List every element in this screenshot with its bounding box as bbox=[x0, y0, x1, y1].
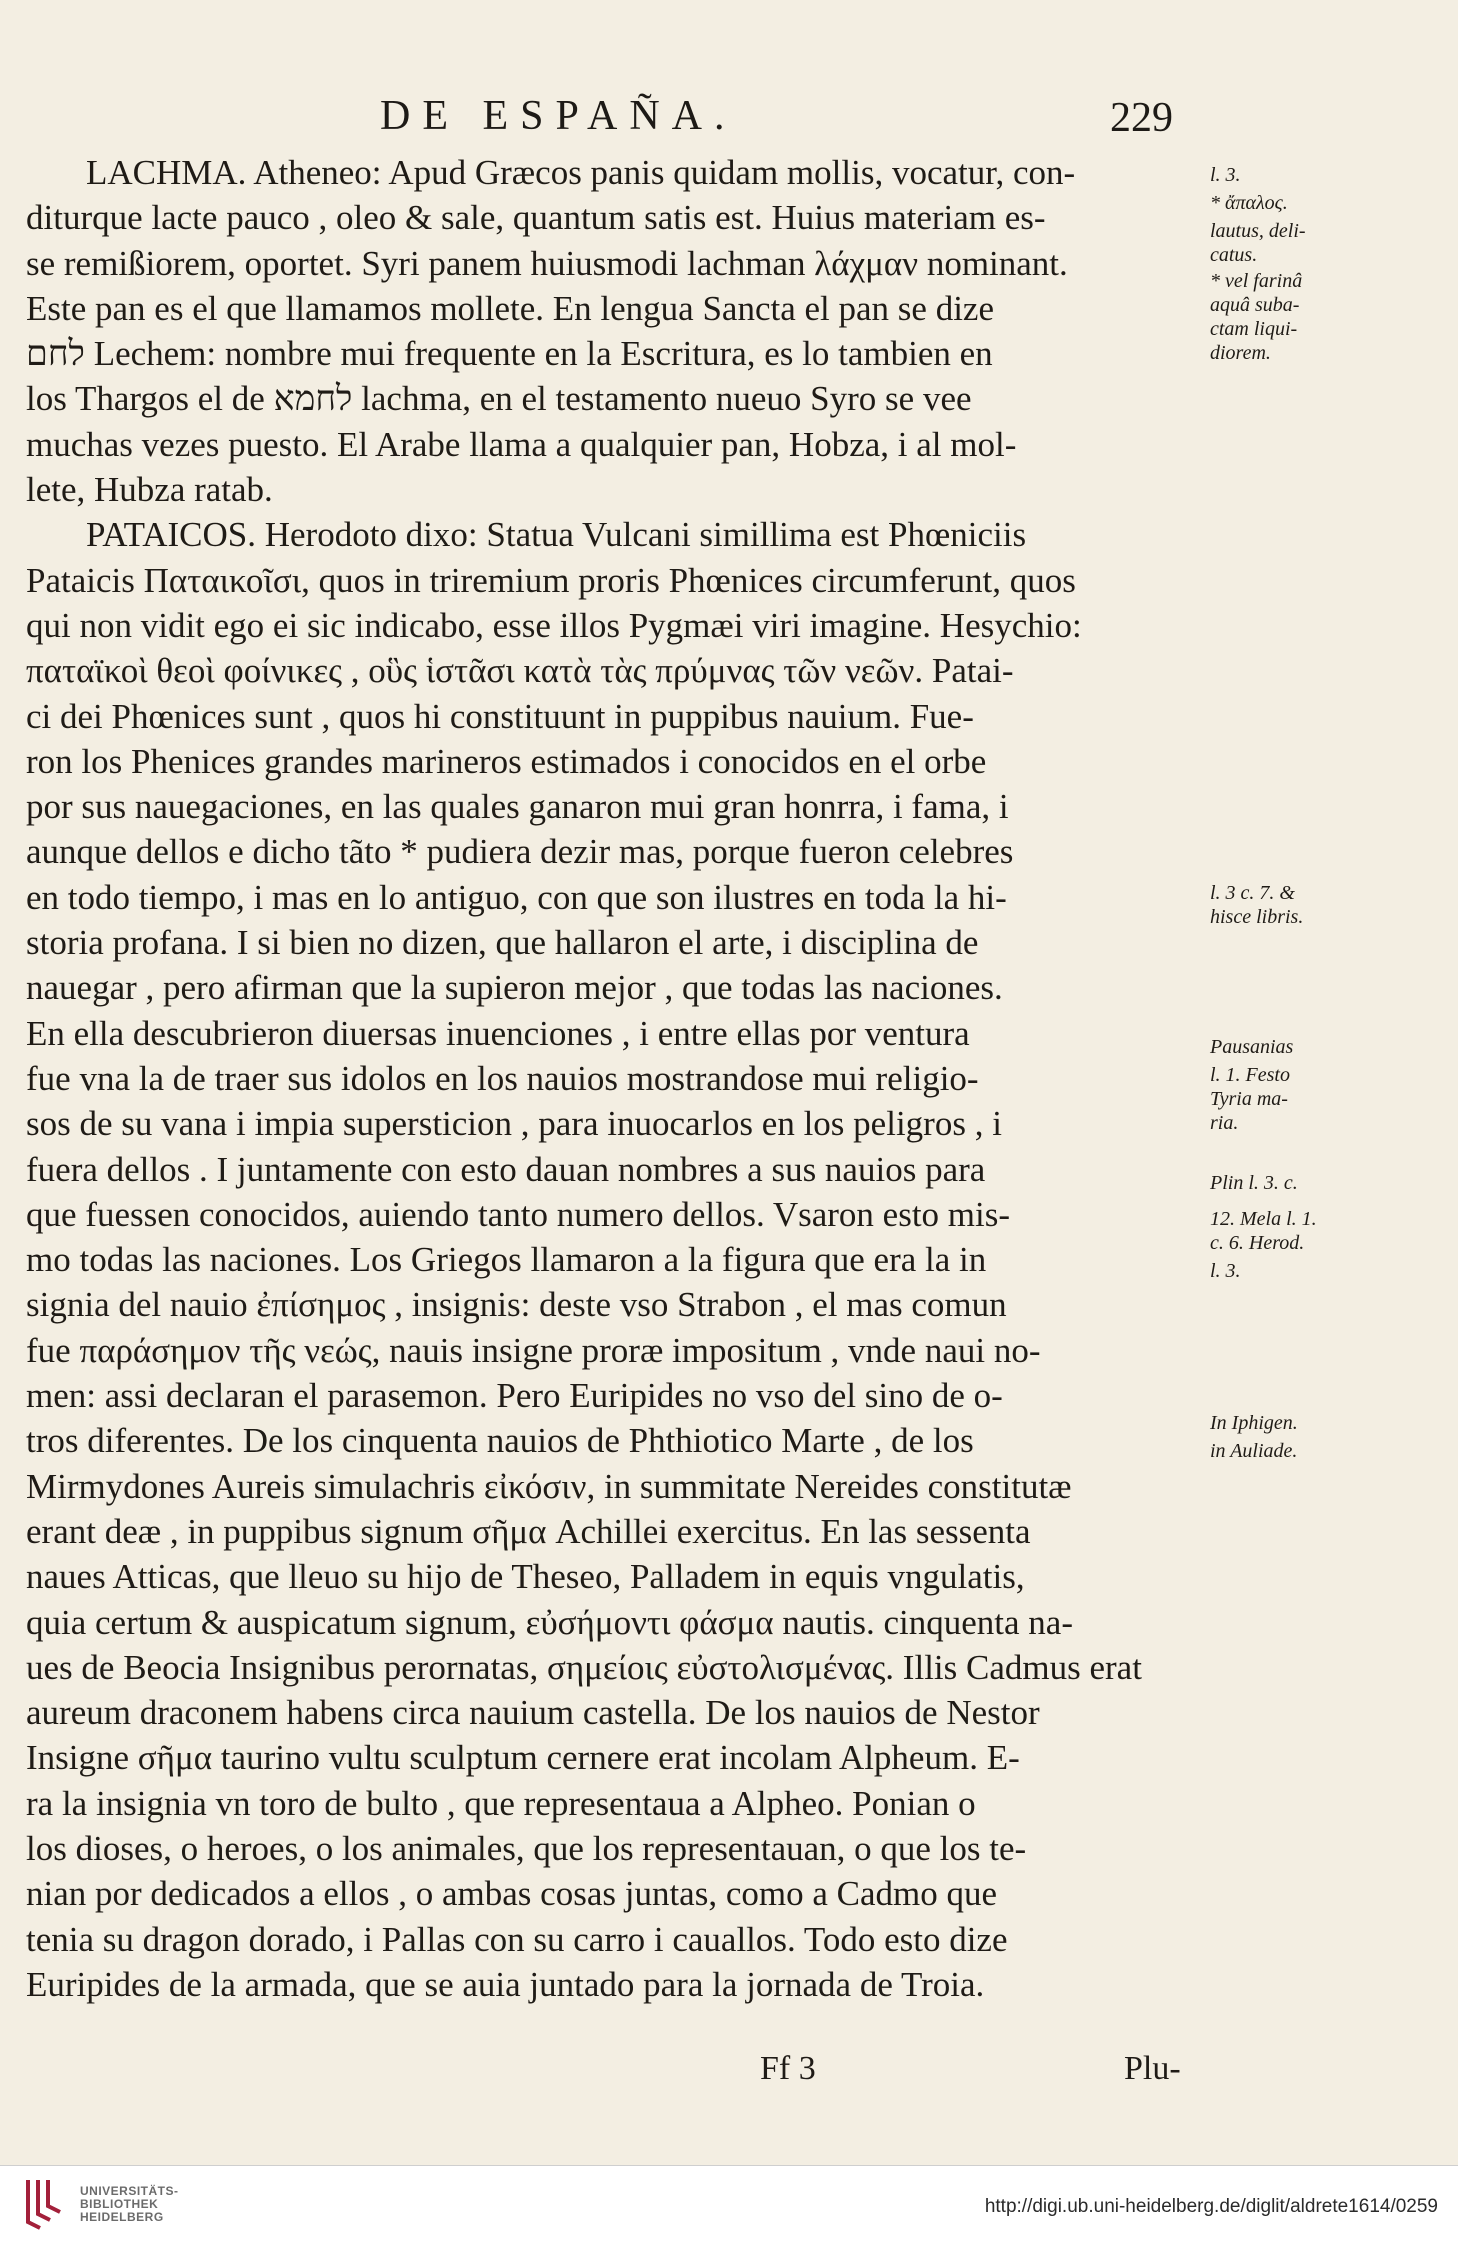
text-line: signia del nauio ἐπίσημος , insignis: deste vso Strabon , el mas comun bbox=[26, 1285, 1007, 1325]
text-line: Mirmydones Aureis simulachris εἰκόσιν, in summitate Nereides constitutæ bbox=[26, 1466, 1072, 1506]
text-line: que fuessen conocidos, auiendo tanto numero dellos. Vsaron esto mis- bbox=[26, 1194, 1011, 1234]
text-line: se remißiorem, oportet. Syri panem huiusmodi lachman λάχμαν nominant. bbox=[26, 243, 1068, 283]
text-line: mo todas las naciones. Los Griegos llamaron a la figura que era la in bbox=[26, 1240, 987, 1280]
margin-note: Plin l. 3. c. bbox=[1210, 1172, 1298, 1194]
text-line: muchas vezes puesto. El Arabe llama a qualquier pan, Hobza, i al mol- bbox=[26, 424, 1017, 464]
catchword: Plu- bbox=[1124, 2050, 1181, 2087]
text-line: LACHMA. Atheneo: Apud Græcos panis quidam mollis, vocatur, con- bbox=[86, 153, 1076, 192]
text-line: לחם Lechem: nombre mui frequente en la Escritura, es lo tambien en bbox=[26, 334, 993, 374]
margin-note: c. 6. Herod. bbox=[1210, 1232, 1305, 1254]
text-line: Euripides de la armada, que se auia juntado para la jornada de Troia. bbox=[26, 1964, 985, 2004]
margin-note: Tyria ma- bbox=[1210, 1088, 1288, 1110]
text-line: ci dei Phœnices sunt , quos hi constituunt in puppibus nauium. Fue- bbox=[26, 696, 974, 736]
text-line: fue παράσημον τῆς νεώς, nauis insigne proræ impositum , vnde naui no- bbox=[26, 1330, 1041, 1370]
text-line: Este pan es el que llamamos mollete. En lengua Sancta el pan se dize bbox=[26, 288, 995, 328]
viewer-footer bbox=[0, 2165, 1458, 2243]
text-line: naues Atticas, que lleuo su hijo de Theseo, Palladem in equis vngulatis, bbox=[26, 1557, 1025, 1597]
margin-note: l. 3. bbox=[1210, 1260, 1241, 1282]
text-line: ues de Beocia Insignibus perornatas, σημείοις εὐστολισμένας. Illis Cadmus erat bbox=[26, 1647, 1142, 1687]
text-line: los dioses, o heroes, o los animales, que los representauan, o que los te- bbox=[26, 1828, 1027, 1868]
margin-note: 12. Mela l. 1. bbox=[1210, 1208, 1317, 1230]
text-line: tenia su dragon dorado, i Pallas con su carro i cauallos. Todo esto dize bbox=[26, 1919, 1008, 1959]
text-line: qui non vidit ego ei sic indicabo, esse illos Pygmæi viri imagine. Hesychio: bbox=[26, 605, 1082, 645]
margin-note: lautus, deli- bbox=[1210, 220, 1306, 242]
text-line: ra la insignia vn toro de bulto , que representaua a Alpheo. Ponian o bbox=[26, 1783, 976, 1823]
library-logo[interactable] bbox=[24, 2178, 179, 2230]
text-line: Pataicis Παταικοῖσι, quos in triremium proris Phœnices circumferunt, quos bbox=[26, 560, 1076, 600]
library-logo-icon bbox=[24, 2178, 68, 2230]
text-line: nauegar , pero afirman que la supieron mejor , que todas las naciones. bbox=[26, 968, 1003, 1008]
library-name bbox=[80, 2185, 179, 2224]
margin-note: l. 3 c. 7. & bbox=[1210, 882, 1295, 904]
library-name-line: BIBLIOTHEK bbox=[80, 2196, 159, 2211]
text-line: ron los Phenices grandes marineros estimados i conocidos en el orbe bbox=[26, 741, 987, 781]
page-number: 229 bbox=[1110, 95, 1173, 141]
text-line: nian por dedicados a ellos , o ambas cosas juntas, como a Cadmo que bbox=[26, 1874, 998, 1914]
text-line: fuera dellos . I juntamente con esto dauan nombres a sus nauios para bbox=[26, 1149, 986, 1189]
margin-note: * ἄπαλος. bbox=[1210, 192, 1288, 214]
text-line: men: assi declaran el parasemon. Pero Euripides no vso del sino de o- bbox=[26, 1376, 1003, 1416]
text-line: PATAICOS. Herodoto dixo: Statua Vulcani simillima est Phœniciis bbox=[86, 515, 1027, 555]
source-url[interactable]: http://digi.ub.uni-heidelberg.de/diglit/aldrete1614/0259 bbox=[984, 2196, 1438, 2217]
margin-note: ctam liqui- bbox=[1210, 318, 1298, 340]
text-line: tros diferentes. De los cinquenta nauios de Phthiotico Marte , de los bbox=[26, 1421, 974, 1461]
text-line: los Thargos el de לחמא lachma, en el testamento nueuo Syro se vee bbox=[26, 379, 972, 419]
margin-note: * vel farinâ bbox=[1210, 270, 1303, 292]
text-line: aunque dellos e dicho tãto * pudiera dezir mas, porque fueron celebres bbox=[26, 832, 1014, 872]
margin-note: hisce libris. bbox=[1210, 906, 1304, 928]
signature-mark: Ff 3 bbox=[760, 2050, 816, 2087]
text-line: sos de su vana i impia supersticion , para inuocarlos en los peligros , i bbox=[26, 1104, 1002, 1144]
margin-note: l. 3. bbox=[1210, 164, 1241, 186]
running-head: DE ESPAÑA. bbox=[380, 93, 737, 139]
text-line: quia certum & auspicatum signum, εὐσήμοντι φάσμα nautis. cinquenta na- bbox=[26, 1602, 1073, 1642]
text-line: por sus nauegaciones, en las quales ganaron mui gran honrra, i fama, i bbox=[26, 787, 1009, 827]
text-line: Insigne σῆμα taurino vultu sculptum cernere erat incolam Alpheum. E- bbox=[26, 1738, 1020, 1778]
margin-note: ria. bbox=[1210, 1112, 1239, 1134]
library-name-line: UNIVERSITÄTS- bbox=[80, 2183, 179, 2198]
margin-note: l. 1. Festo bbox=[1210, 1064, 1290, 1086]
text-line: storia profana. I si bien no dizen, que hallaron el arte, i disciplina de bbox=[26, 923, 979, 963]
library-name-line: HEIDELBERG bbox=[80, 2209, 164, 2224]
text-line: erant deæ , in puppibus signum σῆμα Achillei exercitus. En las sessenta bbox=[26, 1511, 1031, 1551]
text-line: παταϊκοὶ θεοὶ φοίνικες , οὓς ἱστᾶσι κατὰ τὰς πρύμνας τῶν νεῶν. Patai- bbox=[26, 651, 1014, 691]
margin-note: aquâ suba- bbox=[1210, 294, 1300, 316]
text-line: fue vna la de traer sus idolos en los nauios mostrandose mui religio- bbox=[26, 1058, 979, 1098]
text-line: diturque lacte pauco , oleo & sale, quantum satis est. Huius materiam es- bbox=[26, 198, 1046, 238]
text-line: lete, Hubza ratab. bbox=[26, 470, 273, 510]
text-line: aureum draconem habens circa nauium castella. De los nauios de Nestor bbox=[26, 1693, 1040, 1733]
margin-note: catus. bbox=[1210, 244, 1258, 266]
margin-note: diorem. bbox=[1210, 342, 1271, 364]
main-text bbox=[26, 150, 1206, 2007]
margin-note: In Iphigen. bbox=[1210, 1412, 1298, 1434]
text-line: En ella descubrieron diuersas inuenciones , i entre ellas por ventura bbox=[26, 1013, 970, 1053]
text-line: en todo tiempo, i mas en lo antiguo, con que son ilustres en toda la hi- bbox=[26, 877, 1007, 917]
margin-note: Pausanias bbox=[1210, 1036, 1294, 1058]
margin-note: in Auliade. bbox=[1210, 1440, 1298, 1462]
